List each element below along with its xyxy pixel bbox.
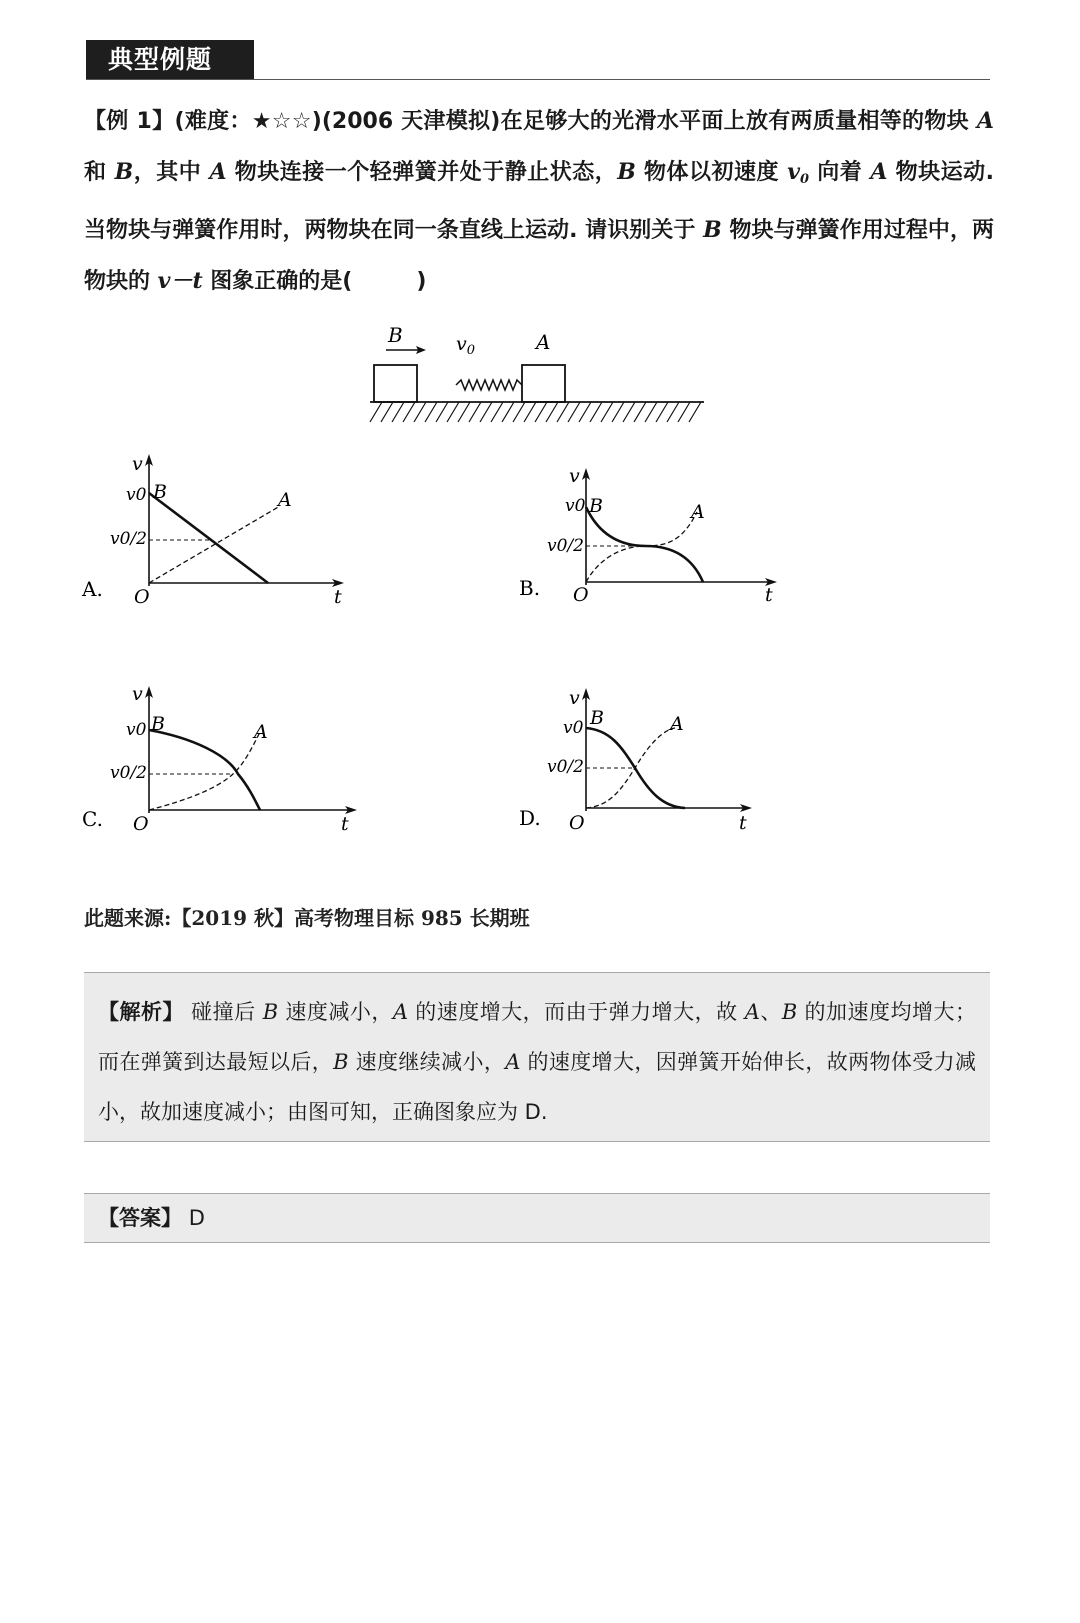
hatch-mark: [491, 402, 503, 422]
v0-label: v0: [126, 720, 147, 740]
v0-half-label: v0/2: [547, 536, 584, 556]
hatch-mark: [689, 402, 701, 422]
hatch-mark: [645, 402, 657, 422]
option-label: C.: [82, 807, 103, 831]
hatch-mark: [579, 402, 591, 422]
origin-label: O: [573, 584, 589, 606]
axis-label-v: v: [132, 683, 143, 705]
answer-label: 【答案】: [98, 1206, 182, 1230]
hatch-mark: [568, 402, 580, 422]
curve-b-label: B: [151, 713, 165, 735]
question-text: 【例 1】(难度：★☆☆)(2006 天津模拟)在足够大的光滑水平面上放有两质量相等的物块 A 和 B，其中 A 物块连接一个轻弹簧并处于静止状态，B 物体以初速度 $v_0$ 向着 A 物块运动. 当物块与弹簧作用时，两物块在同一条直线上运动. 请识别关于 B 物块与弹簧作用过程中，两物块的 v－t 图象正确的是( ): [84, 108, 1002, 294]
hatch-mark: [590, 402, 602, 422]
hatch-mark: [447, 402, 459, 422]
hatch-mark: [546, 402, 558, 422]
axis-label-t: t: [341, 813, 349, 835]
header-rule: [86, 79, 990, 80]
curve-a-label: A: [691, 501, 705, 523]
analysis-label: 【解析】: [98, 1000, 184, 1024]
v0-label: v0: [126, 485, 147, 505]
block-b-label: B: [388, 323, 403, 347]
graph-option-a: [78, 448, 378, 616]
curve-b-label: B: [590, 707, 604, 729]
curve-a-label: A: [278, 489, 292, 511]
hatch-mark: [634, 402, 646, 422]
origin-label: O: [133, 813, 149, 835]
curve-a-label: A: [670, 713, 684, 735]
option-label: B.: [519, 576, 541, 600]
hatch-mark: [535, 402, 547, 422]
curve-b-label: B: [153, 481, 167, 503]
hatch-mark: [425, 402, 437, 422]
axis-label-t: t: [334, 586, 342, 608]
v0-half-label: v0/2: [547, 757, 584, 777]
curve-a: [149, 732, 260, 810]
hatch-mark: [502, 402, 514, 422]
curve-b: [149, 493, 268, 583]
hatch-mark: [557, 402, 569, 422]
option-label: A.: [82, 577, 103, 601]
hatch-mark: [469, 402, 481, 422]
curve-b: [586, 507, 703, 582]
hatch-mark: [524, 402, 536, 422]
v0-half-label: v0/2: [110, 763, 147, 783]
block-b: [374, 365, 417, 402]
hatch-mark: [513, 402, 525, 422]
origin-label: O: [134, 586, 150, 608]
origin-label: O: [569, 812, 585, 834]
hatch-mark: [381, 402, 393, 422]
hatch-mark: [678, 402, 690, 422]
hatch-mark: [612, 402, 624, 422]
question-source: 此题来源:【2019 秋】高考物理目标 985 长期班: [84, 906, 530, 930]
hatch-mark: [601, 402, 613, 422]
block-a: [522, 365, 565, 402]
ground-hatch: [370, 402, 701, 422]
graph-option-d: [515, 682, 795, 838]
curve-a: [149, 506, 280, 583]
hatch-mark: [480, 402, 492, 422]
velocity-label: $v_0$: [456, 333, 476, 358]
hatch-mark: [656, 402, 668, 422]
setup-diagram: [368, 320, 713, 430]
block-a-label: A: [536, 330, 551, 354]
axis-label-v: v: [569, 465, 580, 487]
graph-option-c: [78, 680, 378, 838]
hatch-mark: [436, 402, 448, 422]
section-title: 典型例题: [86, 40, 254, 80]
hatch-mark: [458, 402, 470, 422]
curve-a-label: A: [254, 721, 268, 743]
hatch-mark: [392, 402, 404, 422]
v0-half-label: v0/2: [110, 529, 147, 549]
hatch-mark: [623, 402, 635, 422]
axis-label-v: v: [569, 687, 580, 709]
hatch-mark: [403, 402, 415, 422]
answer-value: D: [188, 1206, 205, 1230]
v0-label: v0: [563, 718, 584, 738]
curve-b: [149, 730, 260, 810]
v0-label: v0: [565, 496, 586, 516]
axis-label-t: t: [739, 812, 747, 834]
axis-label-t: t: [765, 584, 773, 606]
answer-box: [84, 1193, 990, 1243]
hatch-mark: [370, 402, 382, 422]
curve-b-label: B: [589, 495, 603, 517]
spring: [456, 380, 522, 390]
option-label: D.: [519, 806, 541, 830]
hatch-mark: [667, 402, 679, 422]
graph-option-b: [515, 462, 795, 612]
axis-label-v: v: [132, 453, 143, 475]
hatch-mark: [414, 402, 426, 422]
analysis-box: 【解析】 碰撞后 B 速度减小，A 的速度增大，而由于弹力增大，故 A、B 的加速度均增大；而在弹簧到达最短以后，B 速度继续减小，A 的速度增大，因弹簧开始伸长，故两物体受力减小，故加速度减小；由图可知，正确图象应为 D.: [84, 972, 990, 1142]
